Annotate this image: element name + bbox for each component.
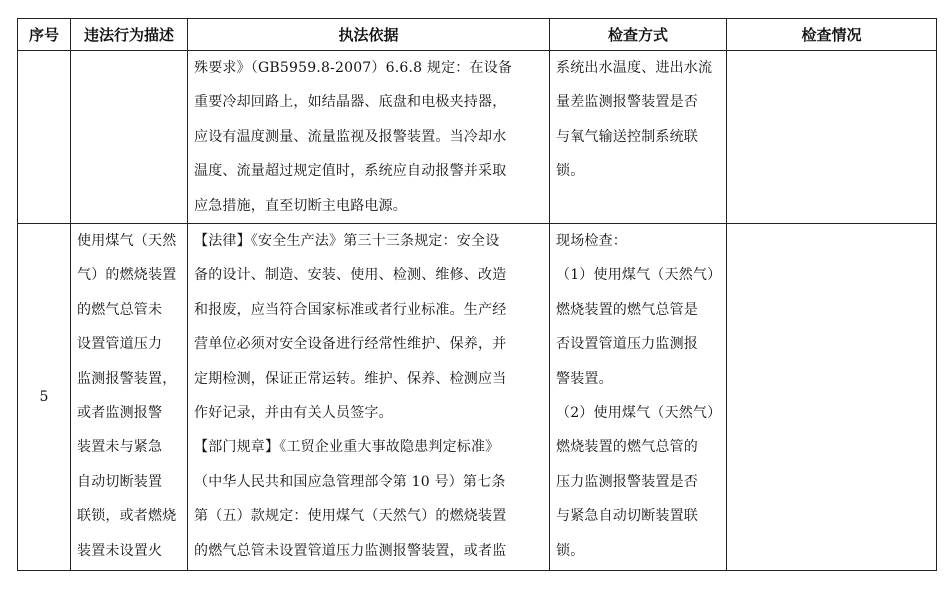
inspection-method-cell — [550, 51, 727, 224]
row-number — [18, 51, 71, 224]
row-number: 5 — [18, 224, 71, 571]
table-row — [18, 51, 937, 224]
violation-description-cell — [71, 224, 188, 571]
header-inspection-status: 检查情况 — [727, 19, 937, 51]
legal-basis-text: 【法律】《安全生产法》第三十三条规定：安全设 备的设计、制造、安装、使用、检测、维修、改造 和报废，应当符合国家标准或者行业标准。生产经 营单位必须对安全设备进行经常性维护、保养，并 定期检测，保证正常运转。维护、保养、检测应当 作好记录，并由有关人员签字。 【部门规章】《工贸企业重大事故隐患判定标准》 （中华人民共和国应急管理部令第 10 号）第七条 第（五）款规定：使用煤气（天然气）的燃烧装置 的燃气总管未设置管道压力监测报警装置，或者监 — [194, 233, 507, 559]
legal-basis-text: 殊要求》（GB5959.8-2007）6.6.8 规定：在设备 重要冷却回路上，如结晶器、底盘和电极夹持器， 应设有温度测量、流量监视及报警装置。当冷却水 温度、流量超过规定值时，系统应自动报警并采取 应急措施，直至切断主电路电源。 — [194, 60, 513, 214]
header-violation-description: 违法行为描述 — [71, 19, 188, 51]
table-row — [18, 224, 937, 571]
table-header-row — [18, 19, 937, 51]
header-inspection-method: 检查方式 — [550, 19, 727, 51]
inspection-status-cell — [727, 51, 937, 224]
inspection-method-cell — [550, 224, 727, 571]
inspection-method-text: 现场检查： （1）使用煤气（天然气） 燃烧装置的燃气总管是 否设置管道压力监测报 警装置。 （2）使用煤气（天然气） 燃烧装置的燃气总管的 压力监测报警装置是否 与紧急自动切断装置联 锁。 — [556, 233, 722, 559]
violation-description-text: 使用煤气（天然 气）的燃烧装置 的燃气总管未 设置管道压力 监测报警装置， 或者监测报警 装置未与紧急 自动切断装置 联锁，或者燃烧 装置未设置火 — [77, 233, 177, 559]
header-legal-basis: 执法依据 — [188, 19, 550, 51]
legal-basis-cell — [188, 224, 550, 571]
inspection-status-cell — [727, 224, 937, 571]
legal-basis-cell — [188, 51, 550, 224]
violation-description-cell — [71, 51, 188, 224]
inspection-method-text: 系统出水温度、进出水流 量差监测报警装置是否 与氧气输送控制系统联 锁。 — [556, 60, 713, 180]
inspection-table — [17, 18, 937, 571]
header-serial-number: 序号 — [18, 19, 71, 51]
